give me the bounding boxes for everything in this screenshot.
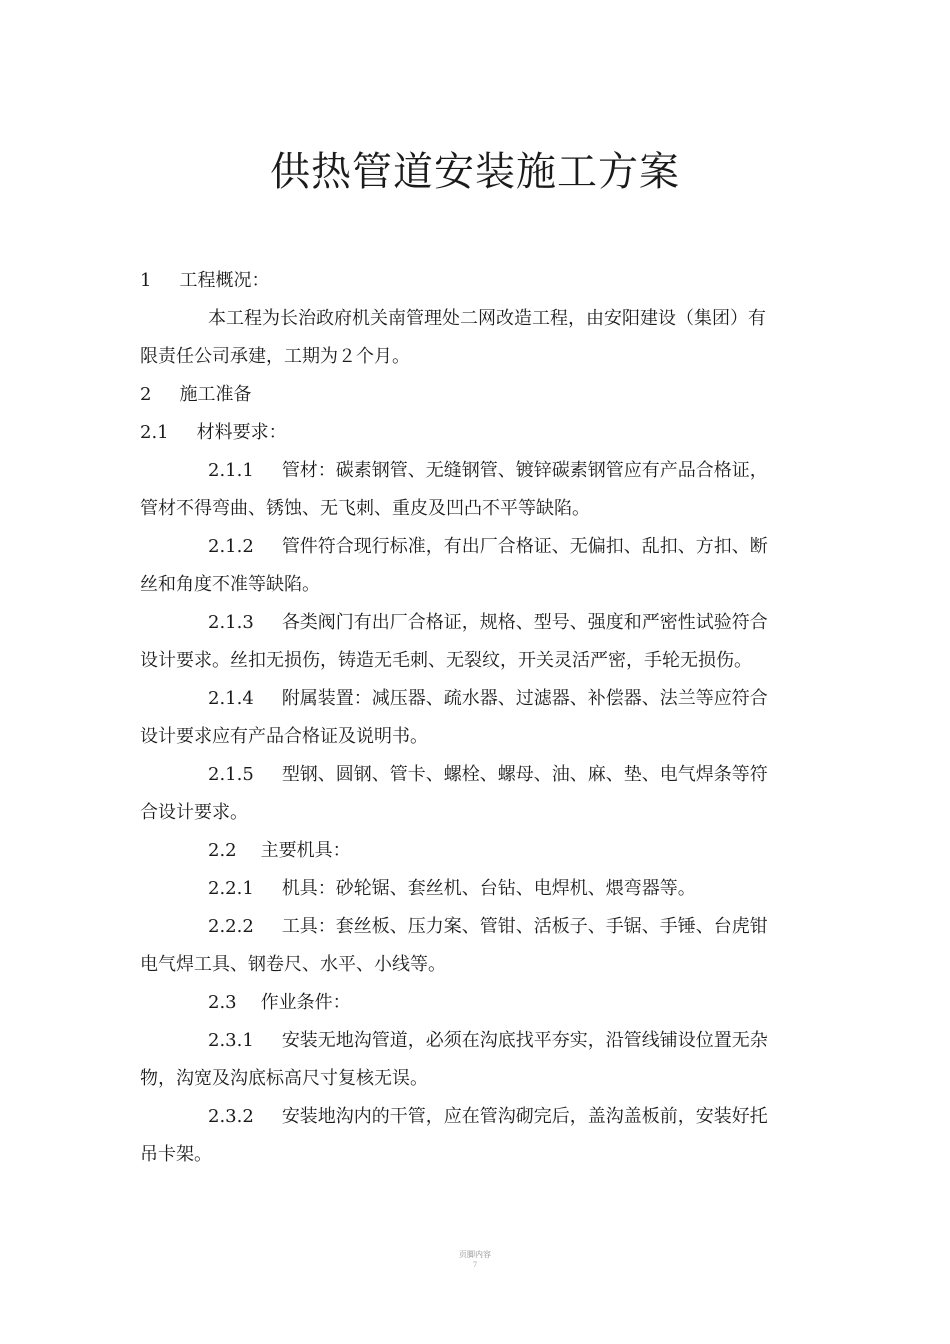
subsection-heading-2-3	[208, 990, 351, 1016]
document-title: 供热管道安装施工方案	[270, 149, 680, 195]
item-number: 2.1.3	[208, 612, 254, 633]
item-2-1-2-line1	[208, 534, 768, 560]
item-2-1-5-line1	[208, 762, 768, 788]
item-2-1-1-line2: 管材不得弯曲、锈蚀、无飞刺、重皮及凹凸不平等缺陷。	[140, 498, 590, 519]
section-title: 工程概况：	[179, 270, 270, 291]
item-number: 2.2.1	[208, 878, 254, 899]
item-text: 机具：砂轮锯、套丝机、台钻、电焊机、煨弯器等。	[281, 878, 696, 899]
section-title: 主要机具：	[260, 840, 351, 861]
item-text: 安装无地沟管道，必须在沟底找平夯实，沿管线铺设位置无杂	[281, 1030, 768, 1051]
item-2-1-5-line2: 合设计要求。	[140, 802, 248, 823]
item-2-1-3-line1	[208, 610, 768, 636]
item-number: 2.1.1	[208, 460, 254, 481]
item-text: 安装地沟内的干管，应在管沟砌完后，盖沟盖板前，安装好托	[281, 1106, 768, 1127]
item-2-1-4-line2: 设计要求应有产品合格证及说明书。	[140, 726, 428, 747]
footer-text: 页脚内容	[459, 1250, 491, 1259]
item-text: 管材：碳素钢管、无缝钢管、镀锌碳素钢管应有产品合格证，	[281, 460, 768, 481]
section-heading-2	[140, 382, 251, 408]
item-2-3-1-line1	[208, 1028, 768, 1054]
section-heading-1	[140, 268, 269, 294]
item-number: 2.1.5	[208, 764, 254, 785]
page-footer	[0, 1250, 950, 1270]
item-number: 2.1.4	[208, 688, 254, 709]
page-number: 7	[472, 1261, 478, 1269]
item-text: 附属装置：减压器、疏水器、过滤器、补偿器、法兰等应符合	[281, 688, 768, 709]
item-2-2-2-line1	[208, 914, 768, 940]
item-2-1-4-line1	[208, 686, 768, 712]
paragraph-line: 限责任公司承建，工期为２个月。	[140, 346, 410, 367]
item-number: 2.1.2	[208, 536, 254, 557]
item-text: 型钢、圆钢、管卡、螺栓、螺母、油、麻、垫、电气焊条等符	[281, 764, 768, 785]
item-number: 2.2.2	[208, 916, 254, 937]
item-2-1-1-line1	[208, 458, 768, 484]
item-2-3-1-line2: 物，沟宽及沟底标高尺寸复核无误。	[140, 1068, 428, 1089]
section-number: 2.3	[208, 992, 237, 1013]
item-number: 2.3.2	[208, 1106, 254, 1127]
subsection-heading-2-2	[208, 838, 351, 864]
item-2-1-3-line2: 设计要求。丝扣无损伤，铸造无毛刺、无裂纹，开关灵活严密，手轮无损伤。	[140, 650, 752, 671]
item-2-2-1-line1	[208, 876, 696, 902]
paragraph-line: 本工程为长治政府机关南管理处二网改造工程，由安阳建设（集团）有	[208, 308, 766, 329]
section-title: 作业条件：	[260, 992, 351, 1013]
section-number: 2.2	[208, 840, 237, 861]
section-number: 2.1	[140, 422, 169, 443]
item-number: 2.3.1	[208, 1030, 254, 1051]
item-2-3-2-line2: 吊卡架。	[140, 1144, 212, 1165]
item-2-2-2-line2: 电气焊工具、钢卷尺、水平、小线等。	[140, 954, 446, 975]
subsection-heading-2-1	[140, 420, 287, 446]
section-number: 2	[140, 384, 152, 405]
section-title: 材料要求：	[196, 422, 287, 443]
item-2-3-2-line1	[208, 1104, 768, 1130]
section-title: 施工准备	[179, 384, 252, 405]
item-text: 工具：套丝板、压力案、管钳、活板子、手锯、手锤、台虎钳	[281, 916, 768, 937]
item-text: 管件符合现行标准，有出厂合格证、无偏扣、乱扣、方扣、断	[281, 536, 768, 557]
section-number: 1	[140, 270, 152, 291]
item-text: 各类阀门有出厂合格证，规格、型号、强度和严密性试验符合	[281, 612, 768, 633]
item-2-1-2-line2: 丝和角度不准等缺陷。	[140, 574, 320, 595]
